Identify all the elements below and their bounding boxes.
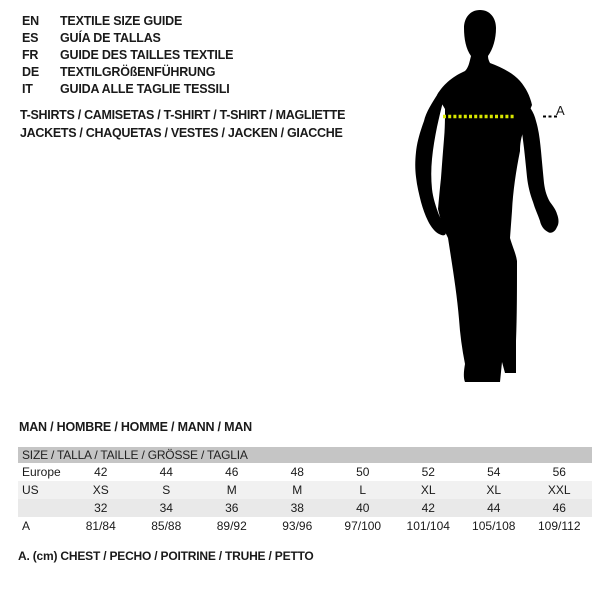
language-title: TEXTILE SIZE GUIDE <box>60 14 183 28</box>
size-table-header: SIZE / TALLA / TAILLE / GRÖSSE / TAGLIA <box>18 447 592 463</box>
language-row <box>22 81 233 98</box>
language-row <box>22 47 233 64</box>
table-row-us-numeric <box>18 499 592 517</box>
table-cell: 56 <box>552 465 566 479</box>
table-cell: XS <box>92 483 109 497</box>
gender-heading: MAN / HOMBRE / HOMME / MANN / MAN <box>19 420 252 434</box>
silhouette-right-arm <box>521 100 559 233</box>
man-silhouette-figure <box>413 6 573 386</box>
table-cell: 52 <box>421 465 435 479</box>
table-cell: 34 <box>159 501 173 515</box>
table-cell: 40 <box>356 501 370 515</box>
table-cell: 97/100 <box>344 519 382 533</box>
language-row <box>22 30 233 47</box>
table-cell: XXL <box>547 483 571 497</box>
table-row-us <box>18 481 592 499</box>
table-cell: S <box>162 483 171 497</box>
table-cell: 93/96 <box>282 519 313 533</box>
row-label <box>18 499 68 517</box>
language-title: GUÍA DE TALLAS <box>60 31 161 45</box>
language-code: IT <box>22 82 33 96</box>
table-cell: 46 <box>225 465 239 479</box>
language-title-list <box>22 13 233 98</box>
language-code: DE <box>22 65 39 79</box>
table-row-europe <box>18 463 592 481</box>
table-cell: 101/104 <box>406 519 450 533</box>
table-cell: 109/112 <box>538 519 581 533</box>
language-code: EN <box>22 14 39 28</box>
category-line-tshirts: T-SHIRTS / CAMISETAS / T-SHIRT / T-SHIRT / MAGLIETTE <box>20 108 346 122</box>
table-cell: 44 <box>159 465 173 479</box>
language-title: TEXTILGRÖßENFÜHRUNG <box>60 65 216 79</box>
garment-categories <box>20 106 345 142</box>
table-cell: 105/108 <box>472 519 516 533</box>
table-cell: 46 <box>552 501 566 515</box>
silhouette-body-shape <box>437 10 532 382</box>
man-silhouette-svg <box>413 6 573 386</box>
table-cell: 38 <box>290 501 304 515</box>
table-cell: 50 <box>356 465 370 479</box>
table-cell: 36 <box>225 501 239 515</box>
table-cell: 44 <box>487 501 501 515</box>
table-cell: 48 <box>290 465 304 479</box>
row-label: Europe <box>22 465 61 479</box>
table-cell: L <box>359 483 367 497</box>
language-row <box>22 13 233 30</box>
language-code: ES <box>22 31 39 45</box>
category-line-jackets: JACKETS / CHAQUETAS / VESTES / JACKEN / GIACCHE <box>20 126 343 140</box>
row-label: A <box>22 519 31 533</box>
row-label: US <box>22 483 39 497</box>
table-row-chest-a <box>18 517 592 535</box>
table-cell: 54 <box>487 465 501 479</box>
language-code: FR <box>22 48 39 62</box>
language-row <box>22 64 233 81</box>
table-cell: 42 <box>94 465 108 479</box>
measurement-label-a: A <box>556 103 565 118</box>
table-cell: XL <box>420 483 436 497</box>
table-cell: 32 <box>94 501 108 515</box>
table-cell: 81/84 <box>85 519 116 533</box>
table-cell: M <box>292 483 303 497</box>
table-cell: XL <box>486 483 502 497</box>
language-title: GUIDE DES TAILLES TEXTILE <box>60 48 234 62</box>
table-cell: 42 <box>421 501 435 515</box>
table-cell: M <box>226 483 237 497</box>
table-cell: 89/92 <box>216 519 247 533</box>
size-table <box>18 447 592 535</box>
table-cell: 85/88 <box>151 519 182 533</box>
measurement-footnote: A. (cm) CHEST / PECHO / POITRINE / TRUHE / PETTO <box>18 549 314 563</box>
language-title: GUIDA ALLE TAGLIE TESSILI <box>60 82 230 96</box>
